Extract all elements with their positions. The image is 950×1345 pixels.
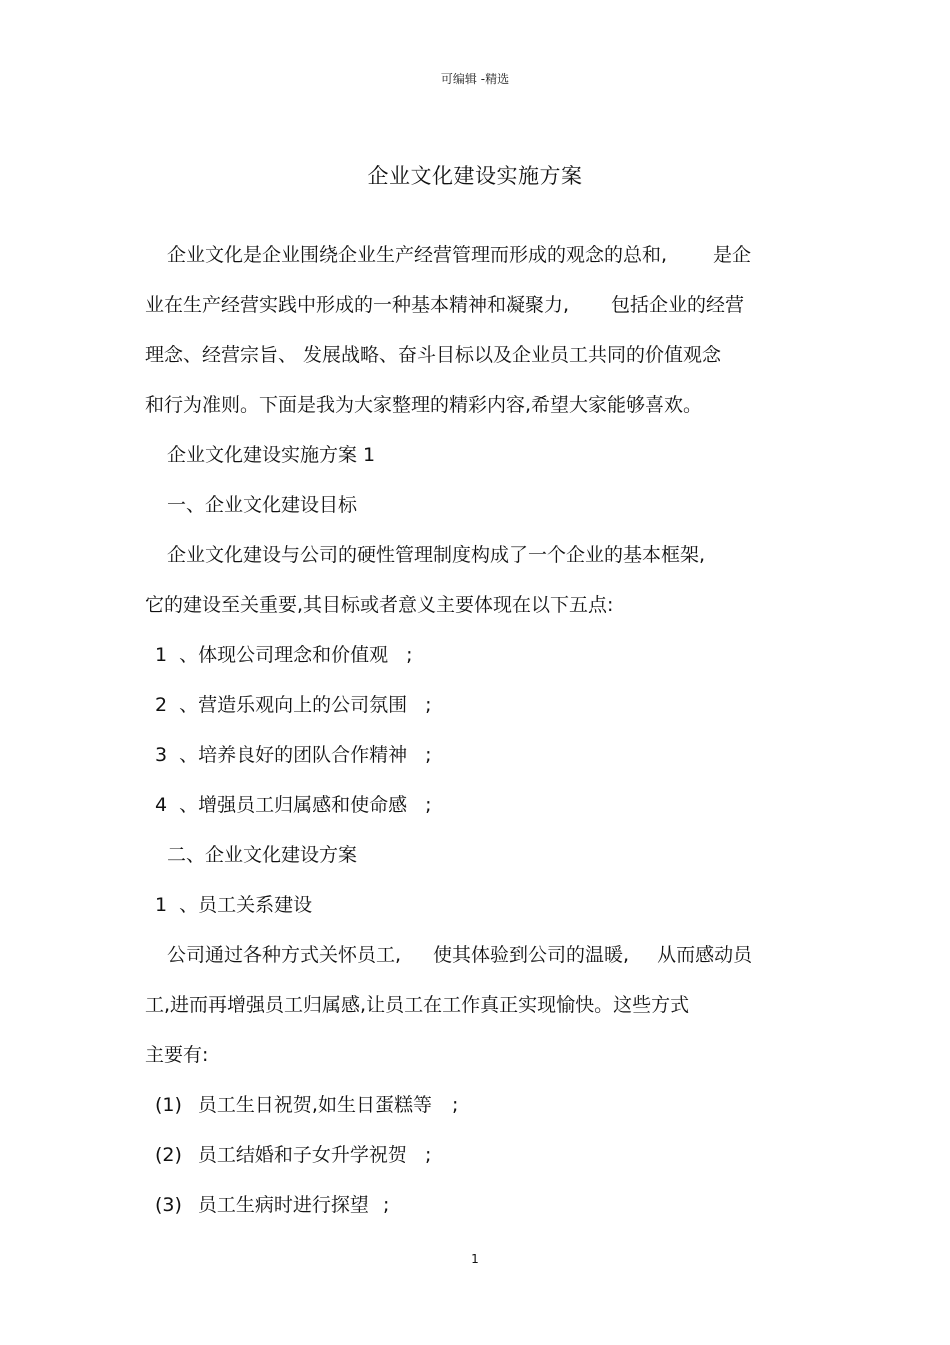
header-note: 可编辑 -精选 — [440, 72, 510, 86]
list-item-end: ; — [382, 1194, 390, 1216]
list-item-number: (1) — [155, 1094, 182, 1116]
intro-line-2-tail: 包括企业的经营 — [611, 294, 745, 316]
page-number: 1 — [471, 1252, 479, 1266]
list-item-end: ; — [451, 1094, 459, 1116]
list-item-end: ; — [425, 794, 432, 816]
list-item-number: (3) — [155, 1194, 182, 1216]
list-item-text: 、营造乐观向上的公司氛围 — [179, 694, 408, 716]
list-item-text: 员工结婚和子女升学祝贺 — [197, 1144, 407, 1166]
care-para-line-3: 主要有: — [145, 1044, 209, 1066]
list-item-text: 员工生日祝贺,如生日蛋糕等 — [197, 1094, 432, 1116]
document-title: 企业文化建设实施方案 — [367, 164, 583, 188]
list-item-text: 、培养良好的团队合作精神 — [179, 744, 408, 766]
care-para-line-1-b: 使其体验到公司的温暖, — [433, 944, 630, 966]
subheading-text: 、员工关系建设 — [179, 894, 313, 916]
list-item-text: 、体现公司理念和价值观 — [179, 644, 389, 666]
intro-line-2-text: 业在生产经营实践中形成的一种基本精神和凝聚力, — [145, 294, 570, 316]
goal-para-line-2: 它的建设至关重要,其目标或者意义主要体现在以下五点: — [145, 594, 614, 616]
care-para-line-1-a: 公司通过各种方式关怀员工, — [167, 944, 402, 966]
list-item — [155, 693, 432, 717]
list-item — [155, 743, 432, 767]
list-item-number: (2) — [155, 1144, 182, 1166]
list-item — [155, 793, 432, 817]
intro-line-2 — [145, 293, 744, 317]
intro-line-4: 和行为准则。下面是我为大家整理的精彩内容,希望大家能够喜欢。 — [145, 394, 703, 416]
intro-line-1-text: 企业文化是企业围绕企业生产经营管理而形成的观念的总和, — [167, 244, 668, 266]
goal-para-line-1: 企业文化建设与公司的硬性管理制度构成了一个企业的基本框架, — [167, 544, 706, 566]
list-item — [155, 643, 413, 667]
list-item-text: 员工生病时进行探望 — [197, 1194, 369, 1216]
list-item — [155, 1143, 431, 1167]
list-item-number: 3 — [155, 744, 168, 766]
care-para-line-1-c: 从而感动员 — [657, 944, 753, 966]
list-item-end: ; — [424, 1144, 432, 1166]
care-para-line-2: 工,进而再增强员工归属感,让员工在工作真正实现愉快。这些方式 — [145, 994, 690, 1016]
list-item-number: 1 — [155, 644, 168, 666]
care-para-line-1 — [167, 943, 752, 967]
list-item-end: ; — [406, 644, 413, 666]
subheading-employee-relations — [155, 893, 312, 917]
list-item-text: 、增强员工归属感和使命感 — [179, 794, 408, 816]
subheading-number: 1 — [155, 894, 168, 916]
intro-line-1-tail: 是企 — [713, 244, 752, 266]
list-item-end: ; — [425, 694, 432, 716]
section-title: 企业文化建设实施方案 1 — [167, 444, 376, 466]
list-item — [155, 1193, 389, 1217]
list-item — [155, 1093, 458, 1117]
list-item-number: 4 — [155, 794, 168, 816]
heading-goals: 一、企业文化建设目标 — [167, 494, 358, 516]
heading-plan: 二、企业文化建设方案 — [167, 844, 358, 866]
list-item-end: ; — [425, 744, 432, 766]
intro-line-1 — [167, 243, 751, 267]
list-item-number: 2 — [155, 694, 168, 716]
intro-line-3: 理念、经营宗旨、 发展战略、奋斗目标以及企业员工共同的价值观念 — [145, 344, 722, 366]
